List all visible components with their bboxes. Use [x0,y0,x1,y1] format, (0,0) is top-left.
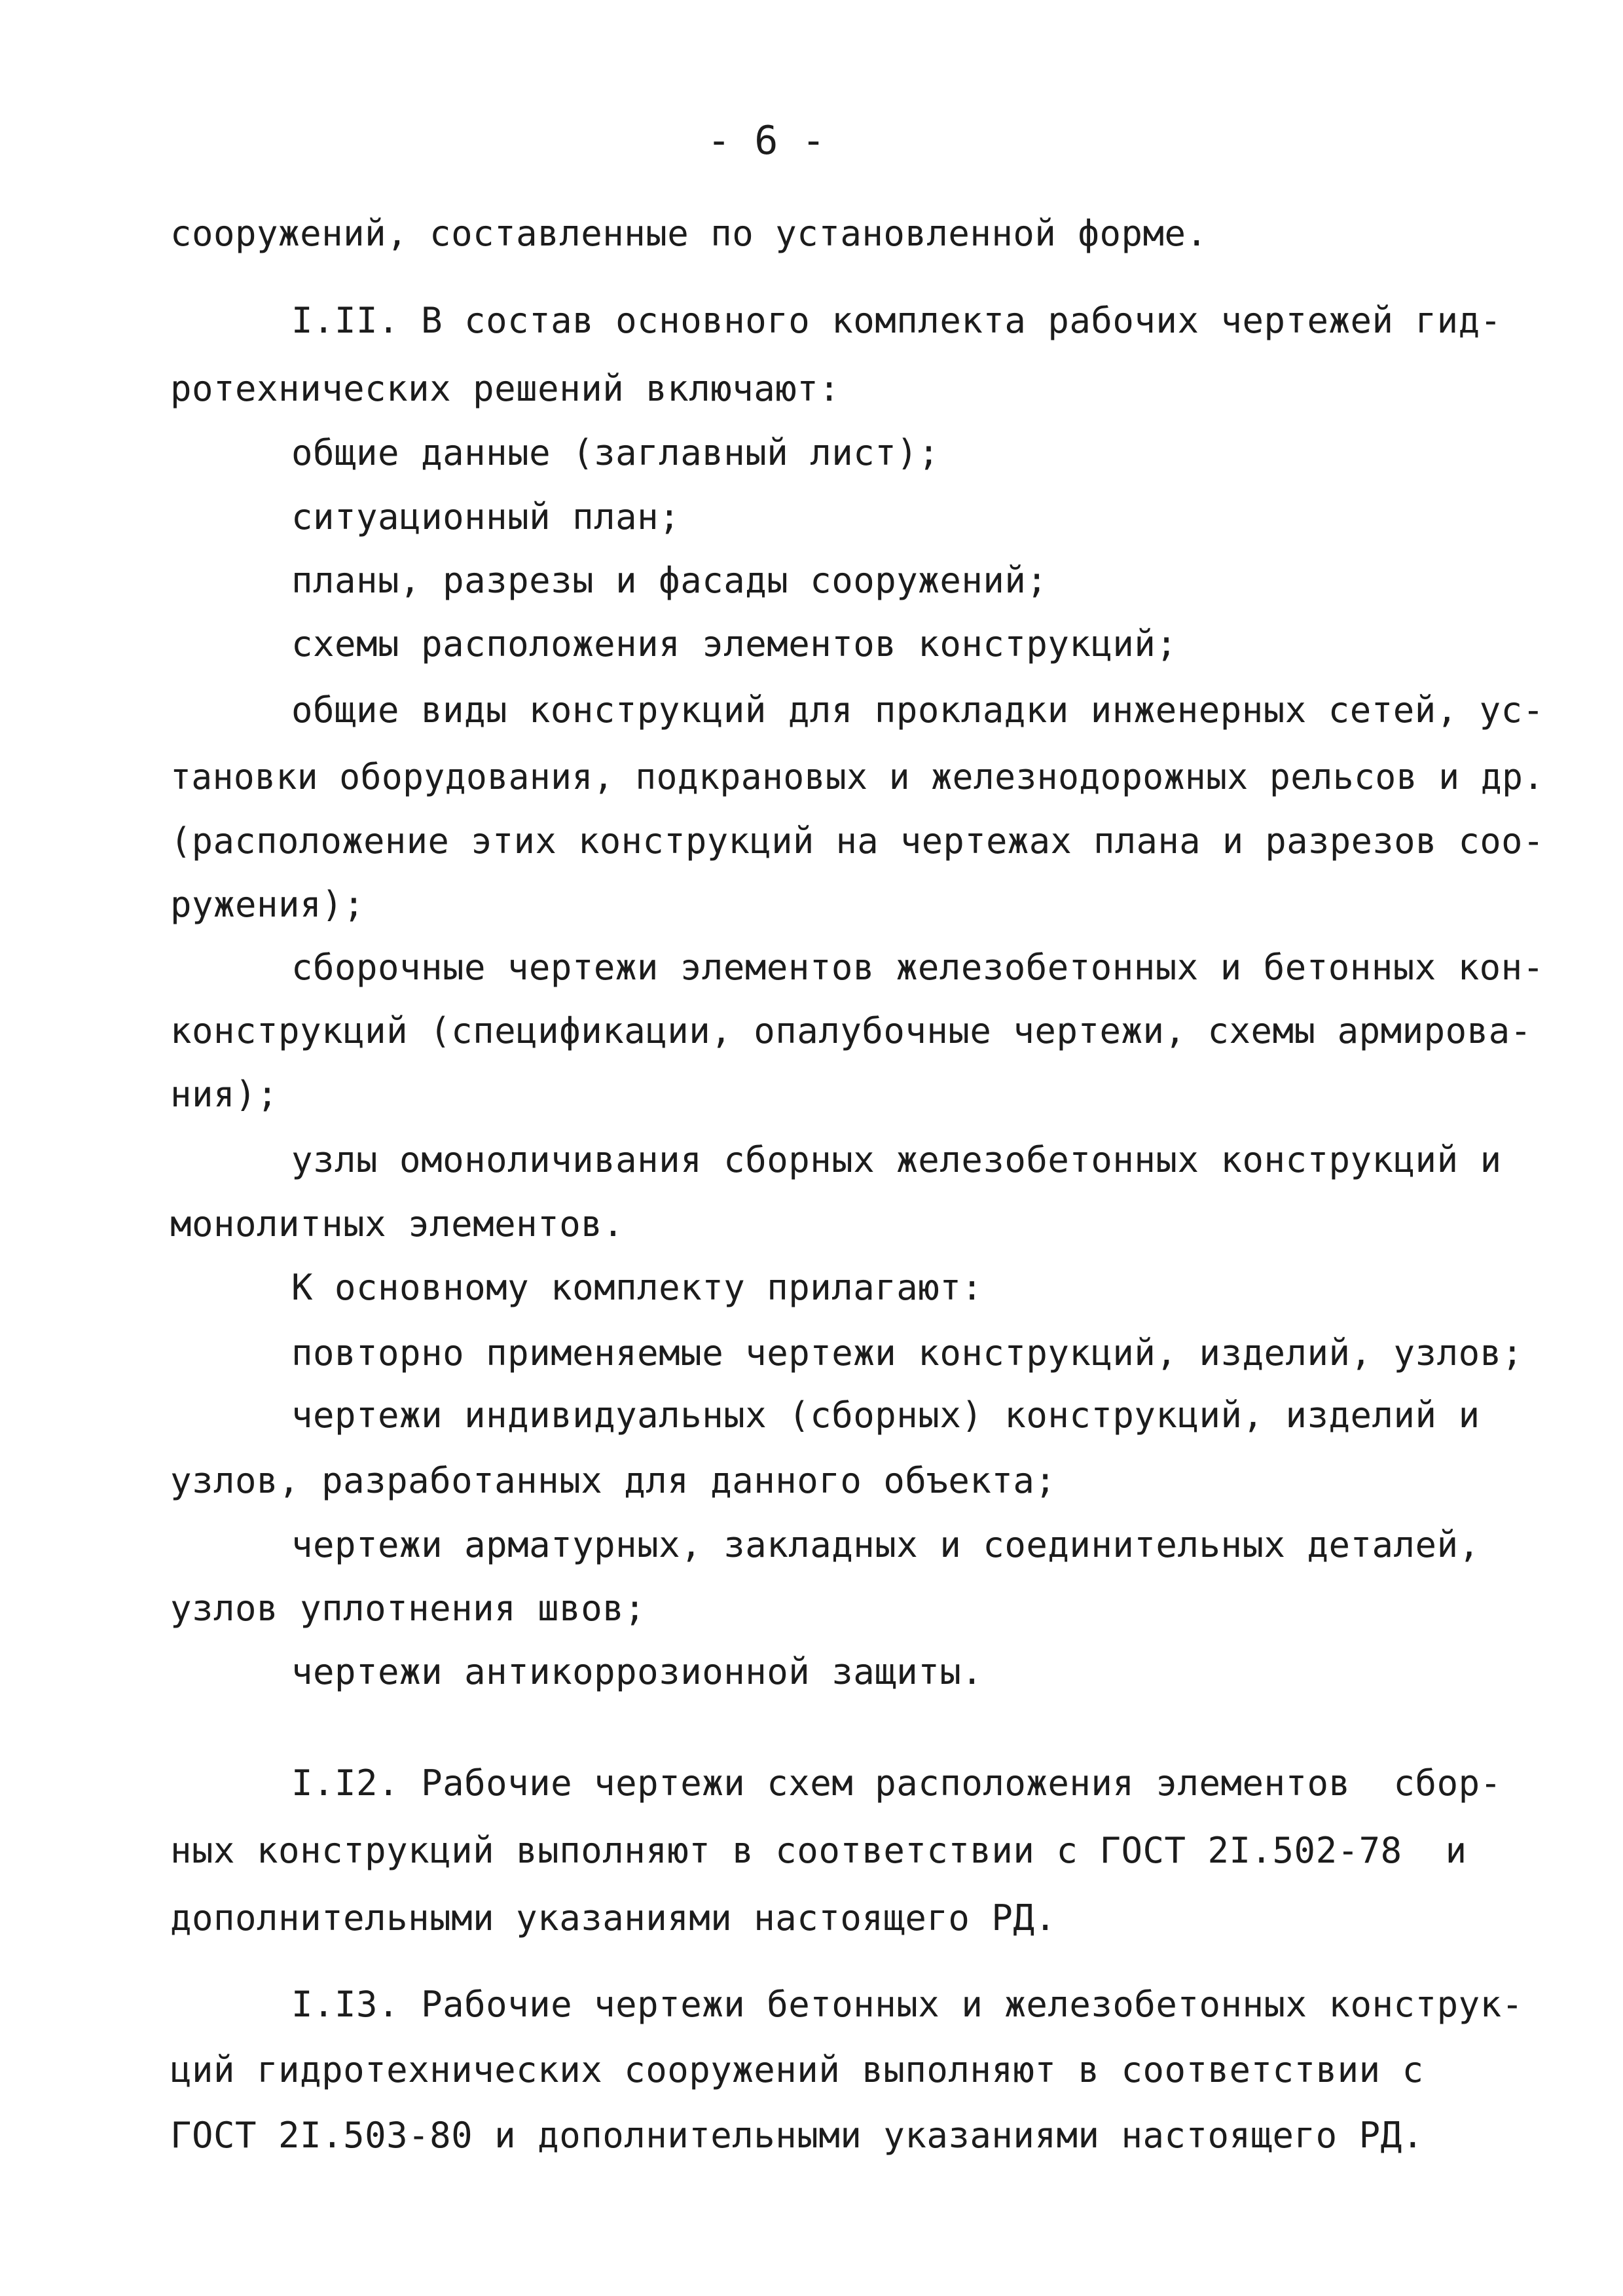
text-line: ГОСТ 2I.503-80 и дополнительными указаниями настоящего РД. [170,2115,1424,2156]
page-number: - 6 - [707,118,826,164]
text-line: монолитных элементов. [170,1203,625,1245]
text-line: узлов уплотнения швов; [170,1588,646,1629]
text-line: общие виды конструкций для прокладки инженерных сетей, ус- [291,689,1544,731]
text-line: узлы омоноличивания сборных железобетонных конструкций и [291,1139,1502,1180]
text-line: ситуационный план; [291,496,681,538]
text-line: схемы расположения элементов конструкций; [291,623,1178,665]
text-line: конструкций (спецификации, опалубочные чертежи, схемы армирова- [170,1010,1532,1051]
text-line: ций гидротехнических сооружений выполняют в соответствии с [170,2049,1424,2090]
text-line: ружения); [170,884,365,925]
text-line: I.I3. Рабочие чертежи бетонных и железобетонных конструк- [291,1984,1523,2025]
text-line: I.I2. Рабочие чертежи схем расположения элементов сбор- [291,1762,1502,1804]
text-line: повторно применяемые чертежи конструкций, изделий, узлов; [291,1332,1523,1374]
text-line: (расположение этих конструкций на чертежах плана и разрезов соо- [170,820,1544,862]
text-line: планы, разрезы и фасады сооружений; [291,560,1048,601]
text-line: тановки оборудования, подкрановых и железнодорожных рельсов и др. [170,756,1544,797]
text-line: ротехнических решений включают: [170,368,841,409]
text-line: К основному комплекту прилагают: [291,1267,983,1308]
text-line: сооружений, составленные по установленной форме. [170,213,1208,254]
text-line: I.II. В состав основного комплекта рабочих чертежей гид- [291,300,1502,341]
text-line: чертежи арматурных, закладных и соединительных деталей, [291,1524,1480,1565]
text-line: чертежи антикоррозионной защиты. [291,1651,983,1692]
text-line: общие данные (заглавный лист); [291,432,940,473]
text-line: ных конструкций выполняют в соответствии с ГОСТ 2I.502-78 и [170,1830,1467,1871]
text-line: сборочные чертежи элементов железобетонных и бетонных кон- [291,947,1544,988]
text-line: дополнительными указаниями настоящего РД. [170,1897,1057,1939]
text-line: узлов, разработанных для данного объекта; [170,1460,1057,1501]
text-line: чертежи индивидуальных (сборных) конструкций, изделий и [291,1394,1480,1436]
text-line: ния); [170,1074,279,1115]
